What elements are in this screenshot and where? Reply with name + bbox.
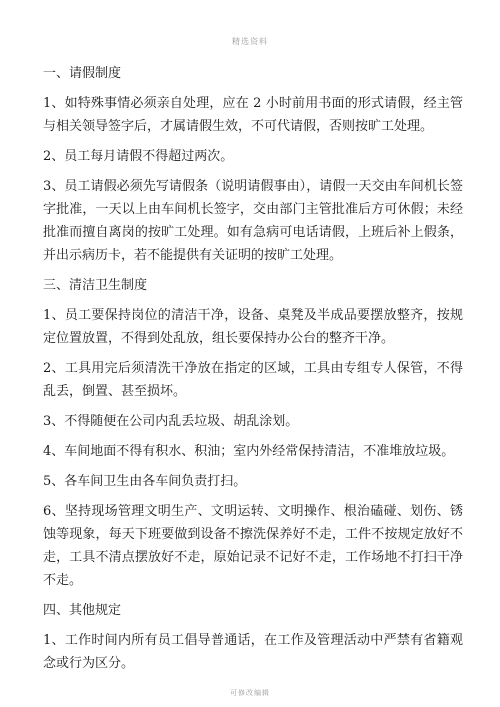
clean-rule-1: 1、员工要保持岗位的清洁干净，设备、桌凳及半成品要摆放整齐，按规定位置放置，不得到处乱放，组长要保持办公台的整齐干净。 bbox=[43, 308, 463, 346]
page-footer: 可修改编辑 bbox=[230, 689, 270, 697]
clean-rule-5: 5、各车间卫生由各车间负责打扫。 bbox=[43, 474, 247, 489]
leave-rule-2: 2、员工每月请假不得超过两次。 bbox=[43, 149, 234, 164]
document-body bbox=[43, 62, 463, 682]
clean-rule-2: 2、工具用完后须清洗干净放在指定的区域，工具由专组专人保管，不得乱丢，倒置、甚至损坏。 bbox=[43, 361, 463, 399]
leave-rule-1: 1、如特殊事情必须亲自处理，应在 2 小时前用书面的形式请假，经主管与相关领导签字后，才属请假生效，不可代请假，否则按旷工处理。 bbox=[43, 96, 463, 134]
leave-rule-3: 3、员工请假必须先写请假条（说明请假事由），请假一天交由车间机长签字批准，一天以上由车间机长签字，交由部门主管批准后方可休假；未经批准而擅自离岗的按旷工处理。如有急病可电话请假，上班后补上假条，并出示病历卡，若不能提供有关证明的按旷工处理。 bbox=[43, 179, 463, 263]
clean-rule-4: 4、车间地面不得有积水、积油；室内外经常保持清洁，不准堆放垃圾。 bbox=[43, 444, 455, 459]
section-heading-other: 四、其他规定 bbox=[43, 603, 122, 618]
other-rule-1: 1、工作时间内所有员工倡导普通话，在工作及管理活动中严禁有省籍观念或行为区分。 bbox=[43, 633, 463, 671]
section-heading-cleaning: 三、清洁卫生制度 bbox=[43, 278, 148, 293]
clean-rule-3: 3、不得随便在公司内乱丢垃圾、胡乱涂划。 bbox=[43, 414, 299, 429]
section-heading-leave: 一、请假制度 bbox=[43, 66, 122, 81]
page-header: 精选资料 bbox=[232, 37, 268, 46]
clean-rule-6: 6、坚持现场管理文明生产、文明运转、文明操作、根治磕碰、划伤、锈蚀等现象，每天下班要做到设备不擦洗保养好不走，工件不按规定放好不走，工具不清点摆放好不走，原始记录不记好不走，工作场地不打扫干净不走。 bbox=[43, 504, 463, 588]
